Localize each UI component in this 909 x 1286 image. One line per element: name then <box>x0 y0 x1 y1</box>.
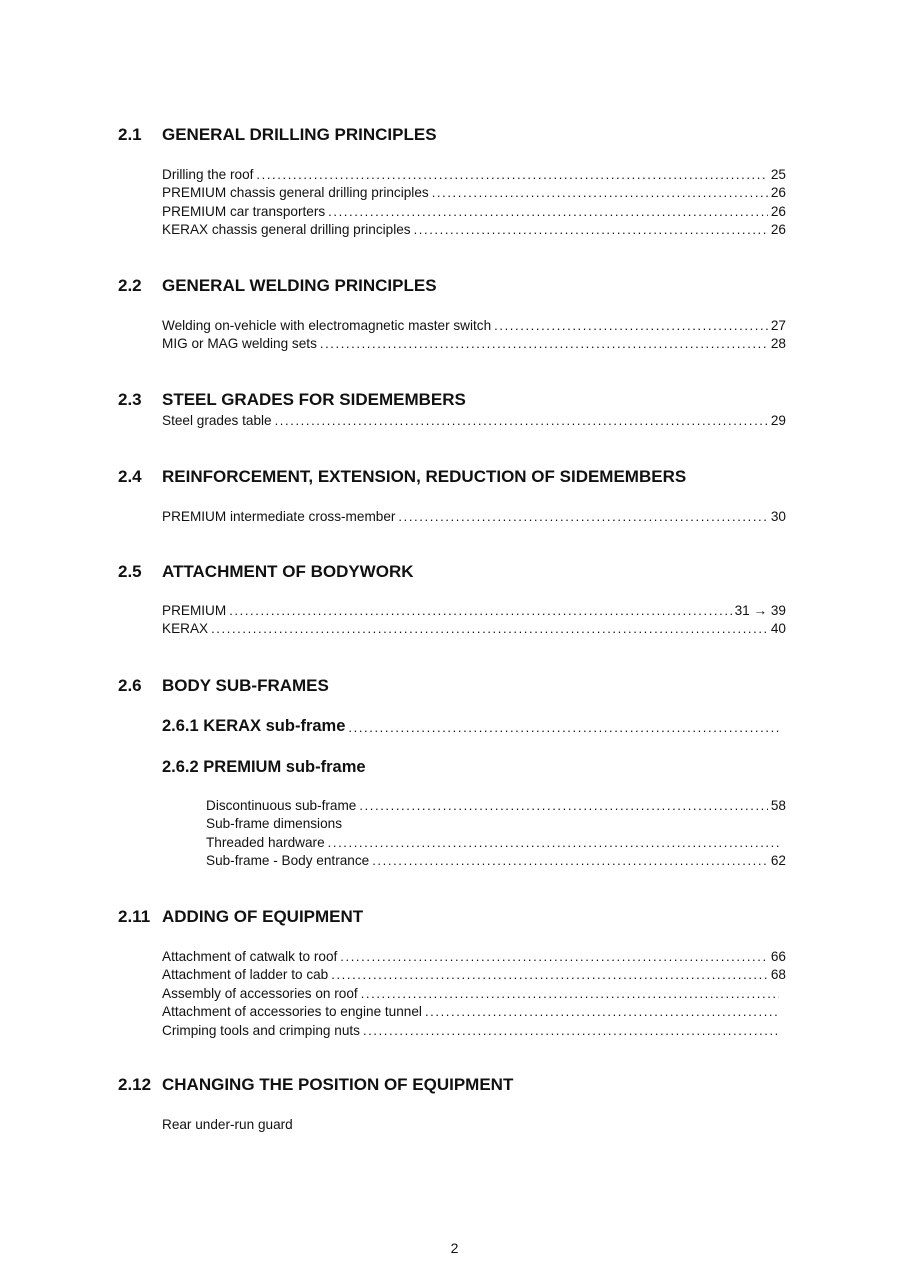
toc-entry[interactable] <box>162 947 786 966</box>
section-heading <box>118 562 786 582</box>
dot-leader <box>414 221 768 239</box>
toc-list <box>162 316 786 353</box>
toc-entry[interactable] <box>162 202 786 221</box>
dot-leader <box>328 203 768 221</box>
toc-entry[interactable] <box>162 335 786 354</box>
entry-label: PREMIUM <box>162 602 227 618</box>
section-number: 2.2 <box>118 276 142 295</box>
toc-entry[interactable] <box>162 411 786 430</box>
toc-entry[interactable] <box>162 984 786 1003</box>
entry-label: Discontinuous sub-frame <box>206 797 357 813</box>
entry-label: Welding on-vehicle with electromagnetic master switch <box>162 317 492 333</box>
entry-label: Drilling the roof <box>162 166 254 182</box>
dot-leader <box>229 602 731 620</box>
entry-label: Attachment of accessories to engine tunnel <box>162 1004 422 1020</box>
section-heading <box>118 676 786 696</box>
toc-entry[interactable] <box>206 796 786 815</box>
entry-label: Sub-frame - Body entrance <box>206 853 370 869</box>
entry-page: 29 <box>770 412 786 428</box>
dot-leader <box>432 184 768 202</box>
dot-leader <box>275 412 768 430</box>
dot-leader <box>372 852 768 870</box>
entry-page: 26 <box>770 203 786 219</box>
dot-leader <box>340 948 768 966</box>
section-number: 2.4 <box>118 467 142 486</box>
toc-entry[interactable] <box>162 601 786 620</box>
section-number: 2.6 <box>118 676 142 695</box>
entry-page: 68 <box>770 967 786 983</box>
section-number: 2.3 <box>118 390 142 409</box>
entry-label: PREMIUM intermediate cross-member <box>162 508 396 524</box>
entry-page: 66 <box>770 948 786 964</box>
toc-entry[interactable] <box>162 184 786 203</box>
toc-entry[interactable] <box>162 507 786 526</box>
entry-label: Steel grades table <box>162 412 272 428</box>
entry-label: Sub-frame dimensions <box>206 816 342 832</box>
entry-page: 62 <box>770 853 786 869</box>
dot-leader <box>425 1003 779 1021</box>
toc-entry[interactable] <box>162 1115 786 1134</box>
dot-leader <box>328 834 779 852</box>
dot-leader <box>398 508 767 526</box>
toc-entry[interactable] <box>206 833 786 852</box>
entry-page: 25 <box>770 166 786 182</box>
toc-list <box>162 1115 786 1134</box>
section-heading <box>118 467 786 487</box>
dot-leader <box>331 966 768 984</box>
toc-list <box>162 947 786 1040</box>
entry-label: MIG or MAG welding sets <box>162 336 317 352</box>
dot-leader <box>348 720 782 736</box>
dot-leader <box>320 335 768 353</box>
subsection-heading[interactable] <box>162 716 782 736</box>
section-title: GENERAL DRILLING PRINCIPLES <box>162 125 437 144</box>
toc-entry[interactable] <box>162 966 786 985</box>
toc-entry[interactable] <box>162 316 786 335</box>
toc-entry[interactable] <box>162 221 786 240</box>
entry-label: PREMIUM car transporters <box>162 203 326 219</box>
entry-page: 27 <box>770 317 786 333</box>
subsection-title: 2.6.2 PREMIUM sub-frame <box>162 758 366 776</box>
section-title: ADDING OF EQUIPMENT <box>162 907 364 926</box>
section-title: STEEL GRADES FOR SIDEMEMBERS <box>162 390 466 409</box>
entry-label: KERAX <box>162 621 209 637</box>
toc-list <box>162 601 786 638</box>
section-heading <box>118 1075 786 1095</box>
entry-label: Attachment of ladder to cab <box>162 967 329 983</box>
section-title: BODY SUB-FRAMES <box>162 676 329 695</box>
entry-label: Crimping tools and crimping nuts <box>162 1022 360 1038</box>
toc-entry[interactable] <box>162 1003 786 1022</box>
entry-label: KERAX chassis general drilling principles <box>162 222 411 238</box>
dot-leader <box>494 317 768 335</box>
section-title: REINFORCEMENT, EXTENSION, REDUCTION OF SIDEMEMBERS <box>162 467 687 486</box>
section-number: 2.5 <box>118 562 142 581</box>
dot-leader <box>211 620 768 638</box>
entry-label: PREMIUM chassis general drilling principles <box>162 185 429 201</box>
toc-entry[interactable] <box>162 165 786 184</box>
section-title: CHANGING THE POSITION OF EQUIPMENT <box>162 1075 514 1094</box>
entry-page: 26 <box>770 222 786 238</box>
section-number: 2.11 <box>118 907 151 926</box>
section-title: ATTACHMENT OF BODYWORK <box>162 562 414 581</box>
section-heading <box>118 907 786 927</box>
section-heading <box>118 276 786 296</box>
dot-leader <box>363 1022 779 1040</box>
entry-label: Rear under-run guard <box>162 1116 293 1132</box>
toc-entry[interactable] <box>162 1021 786 1040</box>
toc-list <box>162 507 786 526</box>
section-heading <box>118 390 786 410</box>
entry-page: 26 <box>770 185 786 201</box>
section-number: 2.1 <box>118 125 142 144</box>
toc-list <box>206 796 786 870</box>
toc-entry[interactable] <box>206 852 786 871</box>
subsection-heading <box>162 757 366 777</box>
toc-entry[interactable] <box>206 815 786 834</box>
subsection-title: 2.6.1 KERAX sub-frame <box>162 717 346 735</box>
dot-leader <box>256 166 767 184</box>
dot-leader <box>359 797 768 815</box>
entry-page: 58 <box>770 797 786 813</box>
section-number: 2.12 <box>118 1075 152 1094</box>
entry-label: Attachment of catwalk to roof <box>162 948 338 964</box>
section-title: GENERAL WELDING PRINCIPLES <box>162 276 437 295</box>
toc-list <box>162 411 786 430</box>
entry-page: 40 <box>770 621 786 637</box>
toc-list <box>162 165 786 239</box>
page-number: 2 <box>450 1240 459 1256</box>
entry-page: 31 → 39 <box>734 602 786 618</box>
entry-label: Threaded hardware <box>206 834 325 850</box>
entry-label: Assembly of accessories on roof <box>162 985 358 1001</box>
toc-entry[interactable] <box>162 620 786 639</box>
entry-page: 28 <box>770 336 786 352</box>
section-heading <box>118 125 786 145</box>
dot-leader <box>361 985 779 1003</box>
entry-page: 30 <box>770 508 786 524</box>
